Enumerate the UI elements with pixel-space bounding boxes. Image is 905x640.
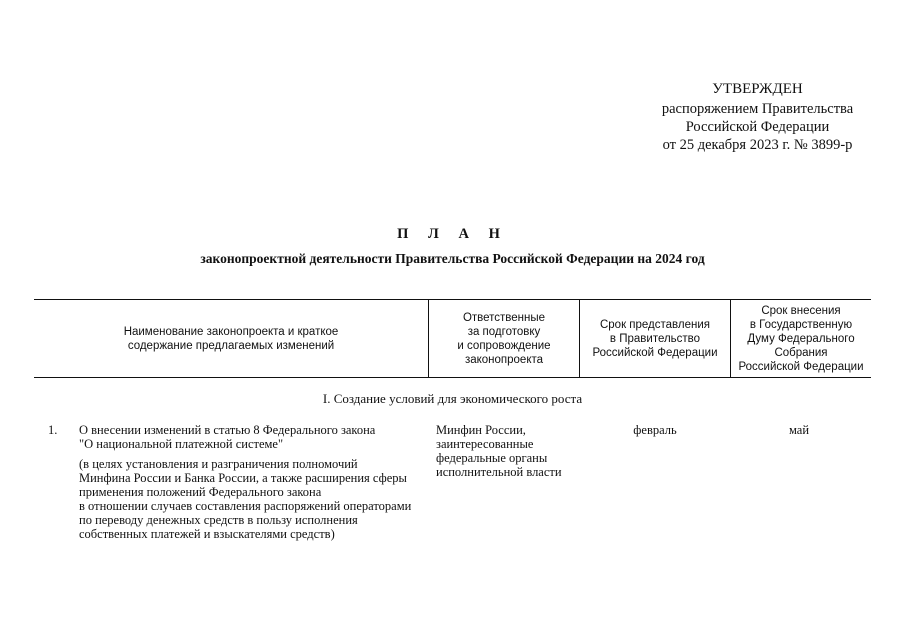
column-header-name: Наименование законопроекта и краткое содержание предлагаемых изменений bbox=[123, 325, 339, 352]
row-government-deadline: февраль bbox=[633, 423, 677, 437]
row-responsible: Минфин России, заинтересованные федеральные органы исполнительной власти bbox=[436, 423, 562, 479]
section-heading: I. Создание условий для экономического роста bbox=[322, 391, 583, 406]
row-law-title: О внесении изменений в статью 8 Федерального закона "О национальной платежной системе" bbox=[79, 423, 376, 451]
column-header-duma-deadline: Срок внесения в Государственную Думу Федерального Собрания Российской Федерации bbox=[738, 304, 864, 373]
column-header-responsible: Ответственные за подготовку и сопровождение законопроекта bbox=[457, 311, 551, 366]
approval-heading: УТВЕРЖДЕН bbox=[712, 81, 803, 97]
row-number: 1. bbox=[48, 423, 58, 437]
document-title: П Л А Н bbox=[397, 226, 508, 242]
table-header bbox=[34, 299, 871, 378]
column-header-government-deadline: Срок представления в Правительство Российской Федерации bbox=[592, 318, 718, 359]
row-name-cell bbox=[79, 423, 429, 541]
document-subtitle: законопроектной деятельности Правительства Российской Федерации на 2024 год bbox=[200, 251, 705, 266]
approval-stamp bbox=[640, 80, 875, 154]
row-duma-deadline: май bbox=[788, 423, 810, 437]
approval-line-3: от 25 декабря 2023 г. № 3899-р bbox=[662, 137, 853, 153]
row-details: (в целях установления и разграничения полномочий Минфина России и Банка России, а также расширения сферы применения положений Федерального закона в отношении случаев составления распоряжений операторами по переводу денежных средств в пользу исполнения собственных платежей и взыскателями средств) bbox=[79, 457, 412, 541]
approval-line-1: распоряжением Правительства bbox=[661, 101, 854, 117]
approval-line-2: Российской Федерации bbox=[685, 119, 830, 135]
